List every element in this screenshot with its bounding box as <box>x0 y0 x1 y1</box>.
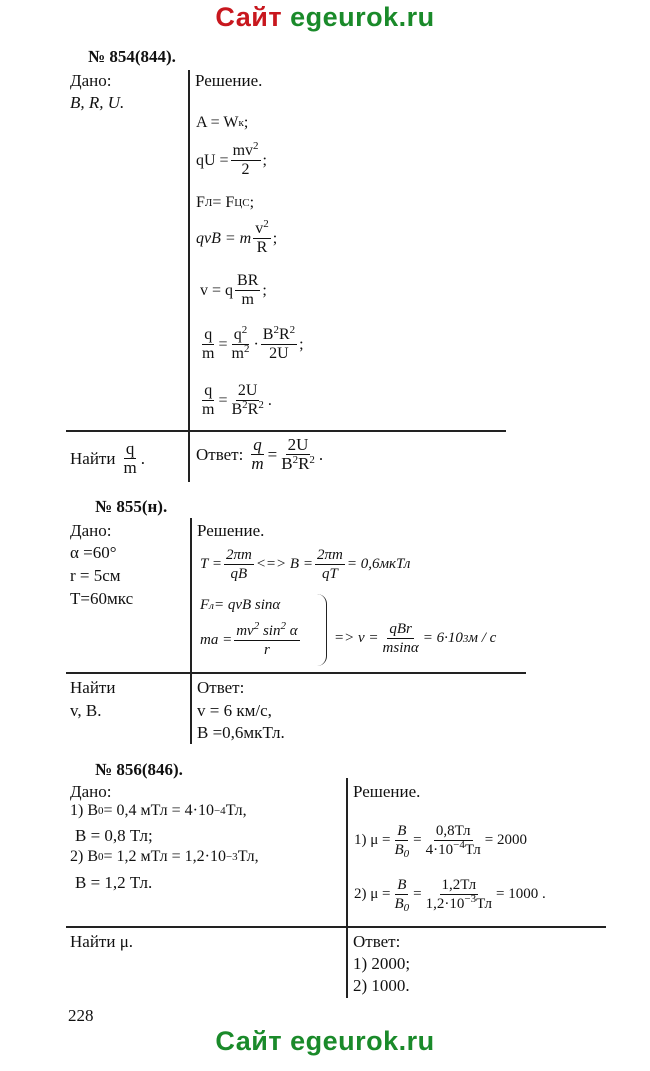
p856-solution-1: 1) μ = $\frac{B}{B_0}$ = $\frac{0,8Тл}{4\cdot 10^{-4}Тл}$ = 2000 <box>354 823 527 860</box>
p854-answer: Ответ: $\frac{q}{m}$ = $\frac{2U}{B^2R^2}$ . <box>196 435 324 473</box>
p854-eq7: $\frac{q}{m}$ = $\frac{2U}{B^2R^2}$ . <box>202 382 272 418</box>
site-banner-top <box>0 2 650 33</box>
p854-eq2-left: qU = <box>196 151 229 169</box>
site-banner-bottom-part2: egeurok.ru <box>290 1026 435 1056</box>
p855-eq4-num: qBr <box>389 621 412 637</box>
p856-given-2: B = 0,8 Тл; <box>75 826 153 845</box>
p856-vertical-divider <box>346 778 348 998</box>
p856-s1-result: = 2000 <box>484 832 527 848</box>
p854-eq4-num: v <box>255 220 264 237</box>
p854-ans-den1: m <box>251 454 264 473</box>
problem-856-title: № 856(846). <box>95 760 183 779</box>
p855-eq1-den2: qT <box>321 566 338 582</box>
p854-find: Найти $\frac{q}{m}$ . <box>70 439 145 477</box>
p855-eq4: => v = $\frac{\text{qBr}}{msin\alpha}$ = 6·10 3 м / с <box>334 621 497 656</box>
p856-given-1: 1) B 0 = 0,4 мТл = 4·10 −4 Тл, <box>70 802 247 819</box>
p854-eq7-den2: B <box>231 401 243 418</box>
p855-find-values: v, B. <box>70 701 102 720</box>
p856-g3-text: 2) B <box>70 848 98 865</box>
p856-g1-unit: Тл, <box>225 802 247 819</box>
site-banner-bottom-part1: Сайт <box>215 1026 291 1056</box>
p856-g1-right: = 0,4 мТл = 4·10 <box>103 802 214 819</box>
site-banner-part2: egeurok.ru <box>290 2 435 32</box>
p855-eq1-num1: 2πm <box>225 547 252 563</box>
p856-solution-2: 2) μ = $\frac{B}{B_0}$ = $\frac{1,2Тл}{1,2\cdot 10^{-3}Тл}$ = 1000 . <box>354 877 546 914</box>
p854-ans-den2: B <box>281 454 293 473</box>
p856-s1-num2: 0,8Тл <box>435 823 471 839</box>
p854-eq3-text: F <box>196 194 205 211</box>
p855-eq3-num-b: sin <box>259 623 281 639</box>
p856-s2-result: = 1000 . <box>496 886 546 902</box>
p854-eq3: F Л = F ЦС ; <box>196 194 255 211</box>
p856-s1-num1: B <box>397 823 407 839</box>
p855-horizontal-divider <box>66 672 526 674</box>
page-number: 228 <box>68 1006 94 1025</box>
p855-eq3-num: mv <box>236 623 254 639</box>
p855-eq2-text: F <box>200 597 210 613</box>
p854-eq5-left: v = q <box>200 281 234 299</box>
p855-eq2-right: = qvB sinα <box>213 597 281 613</box>
p855-given-3: T=60мкс <box>70 589 134 608</box>
p855-eq4-left: => v = <box>334 630 379 646</box>
p854-eq5: v = q $\frac{BR}{m}$ ; <box>200 272 267 308</box>
p854-eq5-num: BR <box>237 272 259 289</box>
p854-eq2: qU = $\frac{mv^2}{2}$ ; <box>196 140 267 178</box>
p854-eq6-den1: m <box>202 345 215 362</box>
p855-eq1-num2: 2πm <box>316 547 343 563</box>
p854-eq6-num3: B <box>262 326 274 343</box>
p855-answer-2: B =0,6мкТл. <box>197 723 285 742</box>
problem-854-title: № 854(844). <box>88 47 176 66</box>
p854-eq3-mid: = F <box>212 194 235 211</box>
p854-eq6-num2: q <box>233 326 242 343</box>
p854-eq7-num2: 2U <box>237 382 258 399</box>
p855-eq4-result-unit: м / с <box>468 630 497 646</box>
p856-answer-2: 2) 1000. <box>353 976 410 995</box>
p854-solution-label: Решение. <box>195 71 263 90</box>
p854-eq6: $\frac{q}{m}$ = $\frac{q^2}{m^2}$ · $\frac{B^2R^2}{2U}$ ; <box>202 324 304 362</box>
p854-given-values: B, R, U. <box>70 93 125 112</box>
p856-answer-label: Ответ: <box>353 932 401 951</box>
p854-eq4: qvB = m $\frac{v^2}{R}$ ; <box>196 218 278 256</box>
p856-g1-text: 1) B <box>70 802 98 819</box>
p856-s1-den2: 4·10 <box>425 842 454 858</box>
p854-eq4-den: R <box>256 239 268 256</box>
p855-eq3-den: r <box>263 642 270 658</box>
site-banner-bottom <box>0 1026 650 1057</box>
p854-eq1: A = W к ; <box>196 114 249 131</box>
p854-vertical-divider <box>188 70 190 482</box>
p855-eq3-num-c: α <box>285 623 298 639</box>
p854-eq6-den2: m <box>231 345 244 362</box>
p854-eq4-left: qvB = m <box>196 229 252 247</box>
p855-system-brace <box>316 594 327 666</box>
p854-horizontal-divider <box>66 430 506 432</box>
p855-eq4-den: msinα <box>382 640 419 656</box>
p854-given-label: Дано: <box>70 71 112 90</box>
p856-g3-unit: Тл, <box>237 848 259 865</box>
p856-s2-den1: B <box>394 896 404 912</box>
p854-eq7-den1: m <box>202 401 215 418</box>
p855-given-1: α =60° <box>70 543 117 562</box>
p854-eq1-text: A = W <box>196 114 239 131</box>
p854-find-den: m <box>123 458 137 477</box>
p854-eq2-num: mv <box>232 142 254 159</box>
problem-855-title: № 855(н). <box>95 497 168 516</box>
p855-eq1: T = $\frac{2\pi m}{qB}$ <=> B = $\frac{2\pi m}{qT}$ = 0,6мкТл <box>200 547 411 582</box>
p856-s1-den1: B <box>394 842 404 858</box>
p854-eq6-den3: 2U <box>269 345 289 362</box>
p854-answer-label: Ответ: <box>196 444 244 464</box>
p854-find-num: q <box>125 439 135 458</box>
p855-solution-label: Решение. <box>197 521 265 540</box>
p856-s2-num1: B <box>397 877 407 893</box>
p856-g3-right: = 1,2 мТл = 1,2·10 <box>103 848 226 865</box>
p855-find-label: Найти <box>70 678 116 697</box>
p855-answer-label: Ответ: <box>197 678 245 697</box>
p855-eq1-result: = 0,6мкТл <box>346 556 411 572</box>
p854-eq2-den: 2 <box>241 161 250 178</box>
p855-eq3: ma = $\frac{mv^2 \sin^2 \alpha}{r}$ <box>200 620 298 658</box>
p854-eq6-num1: q <box>204 326 213 343</box>
p855-eq2: F л = qvB sinα <box>200 597 281 613</box>
p855-eq1-den1: qB <box>230 566 248 582</box>
p856-given-4: B = 1,2 Тл. <box>75 873 153 892</box>
p856-find-label: Найти μ. <box>70 932 134 951</box>
p855-eq1-mid: <=> B = <box>255 556 313 572</box>
p856-given-label: Дано: <box>70 782 112 801</box>
p854-eq5-den: m <box>241 291 254 308</box>
p856-horizontal-divider <box>66 926 606 928</box>
p855-eq4-result: = 6·10 <box>422 630 463 646</box>
p855-eq3-left: ma = <box>200 632 233 648</box>
p854-ans-num2: 2U <box>287 435 309 454</box>
p856-s2-num2: 1,2Тл <box>441 877 477 893</box>
site-banner-part1: Сайт <box>215 2 291 32</box>
p854-ans-num1: q <box>253 435 262 454</box>
p856-s1-left: 1) μ = <box>354 832 391 848</box>
p855-vertical-divider <box>190 518 192 744</box>
p856-given-3: 2) B 0 = 1,2 мТл = 1,2·10 −3 Тл, <box>70 848 259 865</box>
p856-s2-left: 2) μ = <box>354 886 391 902</box>
p855-answer-1: v = 6 км/с, <box>197 701 272 720</box>
p855-given-label: Дано: <box>70 521 112 540</box>
p856-s2-den2: 1,2·10 <box>425 896 465 912</box>
p854-find-label: Найти <box>70 448 116 468</box>
p854-eq7-num1: q <box>204 382 213 399</box>
p856-solution-label: Решение. <box>353 782 421 801</box>
p855-given-2: r = 5см <box>70 566 121 585</box>
p856-answer-1: 1) 2000; <box>353 954 411 973</box>
